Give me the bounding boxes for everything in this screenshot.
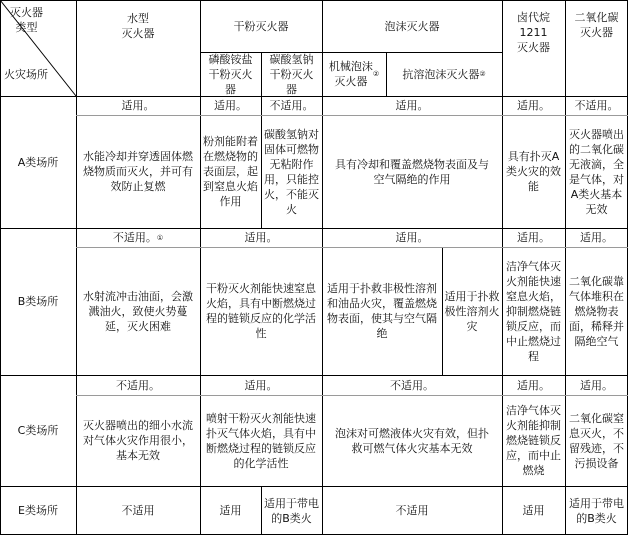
row-b-halon-status: 适用。 [517, 231, 550, 244]
row-a-label: A类场所 [17, 155, 59, 169]
row-c-foam-status: 不适用。 [390, 378, 434, 392]
border-header-bottom [0, 96, 628, 97]
border-powder-split-e [261, 486, 262, 535]
row-b-co2-status: 适用。 [580, 231, 613, 244]
header-anti-foam: 抗溶泡沫灭火器 ② [402, 67, 486, 81]
row-b-powder-desc: 干粉灭火剂能快速窒息火焰，具有中断燃烧过程的链锁反应的化学活性 [206, 282, 316, 340]
row-a-halon-desc: 具有扑灭A类火灾的效能 [506, 150, 561, 193]
separator-row-a [76, 115, 628, 116]
row-e-label: E类场所 [18, 504, 58, 517]
row-a-bc-desc: 碳酸氢钠对固体可燃物无粘附作用，只能控火，不能灭火 [264, 127, 319, 216]
row-e-abc: 适用 [219, 504, 242, 517]
row-a-foam-status: 适用。 [395, 99, 429, 112]
header-anti-foam-label: 抗溶泡沫灭火器 [402, 67, 480, 81]
row-c-powder-desc: 喷射干粉灭火剂能快速扑灭气体火焰，具有中断燃烧过程的链锁反应的化学活性 [206, 411, 316, 470]
border-col-foam [322, 0, 323, 535]
header-water: 水型 灭火器 [121, 12, 155, 40]
border-foam-split-header [386, 52, 387, 96]
header-foam: 泡沫灭火器 [384, 19, 440, 33]
border-row-b-bottom [0, 375, 628, 376]
border-foam-split-b [442, 247, 443, 375]
header-halon: 卤代烷 1211 灭火器 [517, 11, 550, 54]
corner-place-label: 火灾场所 [4, 67, 48, 81]
row-c-foam-desc: 泡沫对可燃液体火灾有效，但扑救可燃气体火灾基本无效 [335, 426, 489, 455]
row-e-co2: 适用于带电的B类火 [569, 496, 624, 525]
border-col-powder [200, 0, 201, 535]
row-a-bc-status: 不适用。 [269, 99, 314, 112]
row-c-water-status: 不适用。 [116, 378, 160, 392]
border-top [0, 0, 628, 1]
row-a-abc-status: 适用。 [214, 99, 247, 112]
row-c-halon-status: 适用。 [517, 378, 550, 392]
row-a-abc-desc: 粉剂能附着在燃烧物的表面层，起到窒息火焰作用 [203, 135, 258, 208]
row-a-foam-desc: 具有冷却和覆盖燃烧物表面及与空气隔绝的作用 [335, 157, 489, 186]
row-a-co2-status: 不适用。 [574, 99, 619, 112]
separator-row-c [76, 395, 628, 396]
row-b-water-status: 不适用。 [112, 231, 157, 244]
border-row-c-bottom [0, 486, 628, 487]
border-col-co2 [565, 0, 566, 535]
row-b-mech-desc: 适用于扑救非极性溶剂和油品火灾，覆盖燃烧物表面，使其与空气隔绝 [327, 282, 437, 340]
row-a-water-desc: 水能冷却并穿透固体燃烧物质而灭火，并可有效防止复燃 [83, 150, 193, 193]
border-col-water [76, 0, 77, 535]
header-bc-powder: 碳酸氢钠 干粉灭火 器 [269, 52, 314, 96]
row-a-halon-status: 适用。 [517, 99, 550, 112]
row-b-label: B类场所 [17, 295, 59, 308]
header-mech-foam: 机械泡沫 灭火器 ② [328, 60, 380, 88]
header-dry-powder: 干粉灭火器 [233, 19, 289, 33]
separator-row-b [76, 247, 628, 248]
row-b-foam-status: 适用。 [395, 231, 429, 244]
row-c-co2-status: 适用。 [580, 378, 613, 392]
border-subheader [200, 52, 502, 53]
border-col-halon [502, 0, 503, 535]
row-c-co2-desc: 二氧化碳窒息灭火，不留残迹，不污损设备 [569, 411, 624, 470]
row-e-water: 不适用 [121, 504, 155, 517]
row-b-anti-desc: 适用于扑救极性溶剂火灾 [444, 289, 500, 333]
row-e-halon: 适用 [522, 504, 545, 517]
row-e-foam: 不适用 [395, 504, 429, 517]
row-c-water-desc: 灭火器喷出的细小水流对气体火灾作用很小，基本无效 [83, 419, 193, 462]
row-a-co2-desc: 灭火器喷出的二氧化碳无液滴，全是气体，对A类火基本无效 [569, 127, 624, 216]
row-b-powder-status: 适用。 [244, 231, 278, 244]
row-c-label: C类场所 [17, 424, 59, 437]
header-mech-foam-label: 机械泡沫 灭火器 [328, 60, 373, 88]
border-powder-split-header [261, 52, 262, 96]
row-b-co2-desc: 二氧化碳靠气体堆积在燃烧物表面，稀释并隔绝空气 [569, 274, 624, 348]
border-left [0, 0, 1, 535]
row-b-water-desc: 水射流冲击油面，会激溅油火，致使火势蔓延，灭火困难 [83, 289, 193, 333]
header-co2: 二氧化碳 灭火器 [574, 11, 619, 39]
header-abc-powder: 磷酸铵盐 干粉灭火 器 [208, 52, 253, 96]
border-row-a-bottom [0, 228, 628, 229]
row-b-halon-desc: 洁净气体灭火剂能快速窒息火焰，抑制燃烧链锁反应，而中止燃烧过程 [506, 259, 561, 363]
row-c-halon-desc: 洁净气体灭火剂能抑制燃烧链锁反应，而中止燃烧 [506, 404, 561, 477]
corner-type-label: 灭火器 类型 [10, 6, 43, 34]
row-c-powder-status: 适用。 [244, 378, 278, 392]
row-e-bc: 适用于带电的B类火 [264, 496, 319, 525]
row-a-water-status: 适用。 [121, 99, 155, 112]
row-b-water-status-cell: 不适用。 ① [112, 231, 164, 244]
